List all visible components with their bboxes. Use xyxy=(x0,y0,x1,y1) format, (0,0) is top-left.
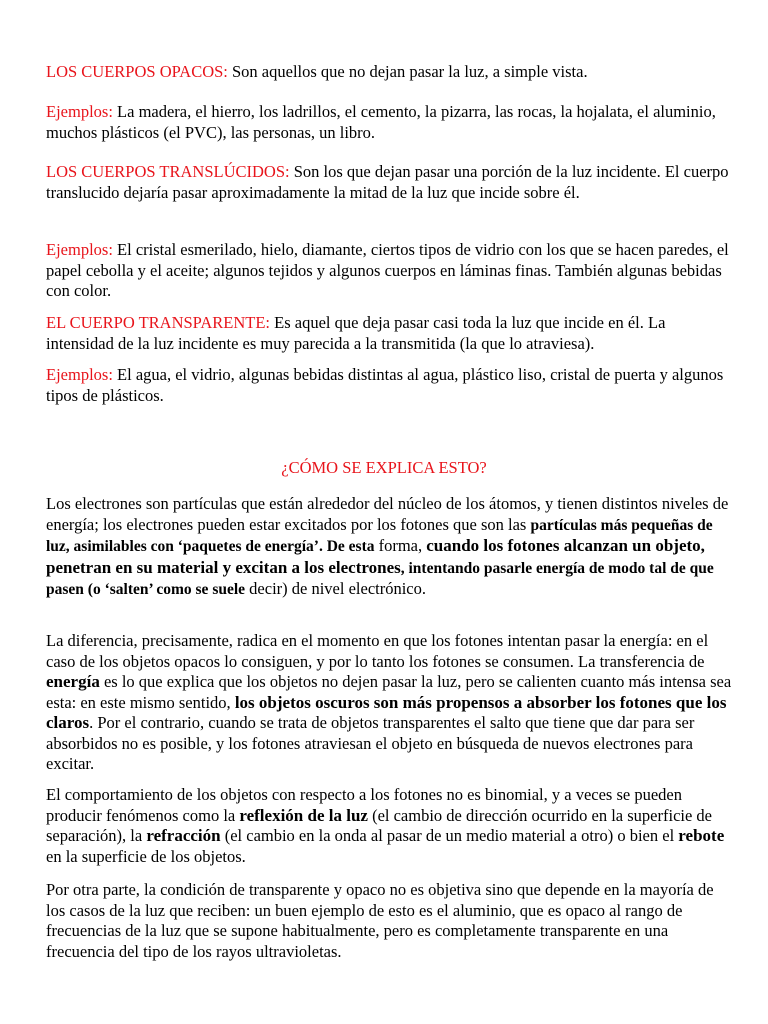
bold-text: los objetos oscuros son más propensos a absorber los fotones que los claros xyxy=(46,692,727,732)
bold-text: energía xyxy=(46,672,100,691)
body-text: forma, xyxy=(374,536,427,555)
paragraph-ejemplos-translucidos xyxy=(46,240,736,302)
label-ejemplos: Ejemplos: xyxy=(46,365,113,384)
body-text: es lo que explica que los objetos no dejen pasar la luz, pero se calienten cuanto más intensa sea esta: en este mismo sentido, xyxy=(46,672,732,712)
body-text: El comportamiento de los objetos con respecto a los fotones no es binomial, y a veces se pueden producir fenómenos como la xyxy=(46,785,682,825)
body-text: en la superficie de los objetos. xyxy=(46,846,246,866)
definition-text: Es aquel que deja pasar casi toda la luz que incide en él. La intensidad de la luz incidente es muy parecida a la transmitida (la que lo atraviesa). xyxy=(46,313,666,353)
label-ejemplos: Ejemplos: xyxy=(46,240,113,259)
body-text: (el cambio de dirección ocurrido en la superficie de separación), la xyxy=(46,805,713,845)
label-ejemplos: Ejemplos: xyxy=(46,102,113,121)
paragraph-translucidos xyxy=(46,162,736,203)
body-text: decir) de nivel electrónico. xyxy=(245,579,426,598)
examples-text: El agua, el vidrio, algunas bebidas distintas al agua, plástico liso, cristal de puerta y algunos tipos de plásticos. xyxy=(46,365,724,405)
definition-text: Son aquellos que no dejan pasar la luz, a simple vista. xyxy=(227,62,588,81)
paragraph-electrones xyxy=(46,494,736,601)
body-text: La diferencia, precisamente, radica en el momento en que los fotones intentan pasar la energía: en el caso de los objetos opacos lo consiguen, y por lo tanto los fotones se consumen. La transferencia de xyxy=(46,631,709,671)
definition-text: Son los que dejan pasar una porción de la luz incidente. El cuerpo translucido dejaría pasar aproximadamente la mitad de la luz que incide sobre él. xyxy=(46,162,729,202)
bold-text: partículas más pequeñas de luz, asimilables con ‘paquetes de energía’. De esta xyxy=(46,516,713,555)
term-translucidos: LOS CUERPOS TRANSLÚCIDOS: xyxy=(46,162,290,181)
paragraph-diferencia xyxy=(46,631,736,775)
bold-text: , intentando pasarle energía de modo tal de que pasen (o ‘salten’ como se suele xyxy=(46,559,714,598)
term-transparente: EL CUERPO TRANSPARENTE: xyxy=(46,313,271,332)
paragraph-ejemplos-transparente xyxy=(46,365,736,406)
body-text: Los electrones son partículas que están alrededor del núcleo de los átomos, y tienen distintos niveles de energía; los electrones pueden estar excitados por los fotones que son las xyxy=(46,494,729,534)
bold-text: cuando los fotones alcanzan un objeto, penetran en su material y excitan a los electrones xyxy=(46,536,705,577)
bold-text: refracción xyxy=(146,826,221,845)
paragraph-opacos xyxy=(46,62,736,83)
paragraph-ejemplos-opacos xyxy=(46,102,736,143)
term-opacos: LOS CUERPOS OPACOS: xyxy=(46,62,228,81)
section-heading: ¿CÓMO SE EXPLICA ESTO? xyxy=(281,458,487,477)
paragraph-comportamiento xyxy=(46,785,736,867)
examples-text: La madera, el hierro, los ladrillos, el cemento, la pizarra, las rocas, la hojalata, el aluminio, muchos plásticos (el PVC), las personas, un libro. xyxy=(46,102,716,142)
paragraph-condicion: Por otra parte, la condición de transparente y opaco no es objetiva sino que depende en la mayoría de los casos de la luz que reciben: un buen ejemplo de esto es el aluminio, que es opaco al rango de frecuencias de la luz que se supone habitualmente, pero es completamente transparente en una frecuencia del tipo de los rayos ultravioletas. xyxy=(46,880,714,961)
paragraph-transparente xyxy=(46,313,736,354)
examples-text: El cristal esmerilado, hielo, diamante, ciertos tipos de vidrio con los que se hacen paredes, el papel cebolla y el aceite; algunos tejidos y algunos cuerpos en láminas finas. También algunas bebidas con color. xyxy=(46,240,729,300)
body-text: (el cambio en la onda al pasar de un medio material a otro) o bien el xyxy=(220,826,679,845)
bold-text: rebote xyxy=(678,826,725,845)
bold-text: reflexión de la luz xyxy=(239,805,368,825)
body-text: . Por el contrario, cuando se trata de objetos transparentes el salto que tiene que dar para ser absorbidos no es posible, y los fotones atraviesan el objeto en búsqueda de nuevos electrones para excitar. xyxy=(46,713,695,773)
